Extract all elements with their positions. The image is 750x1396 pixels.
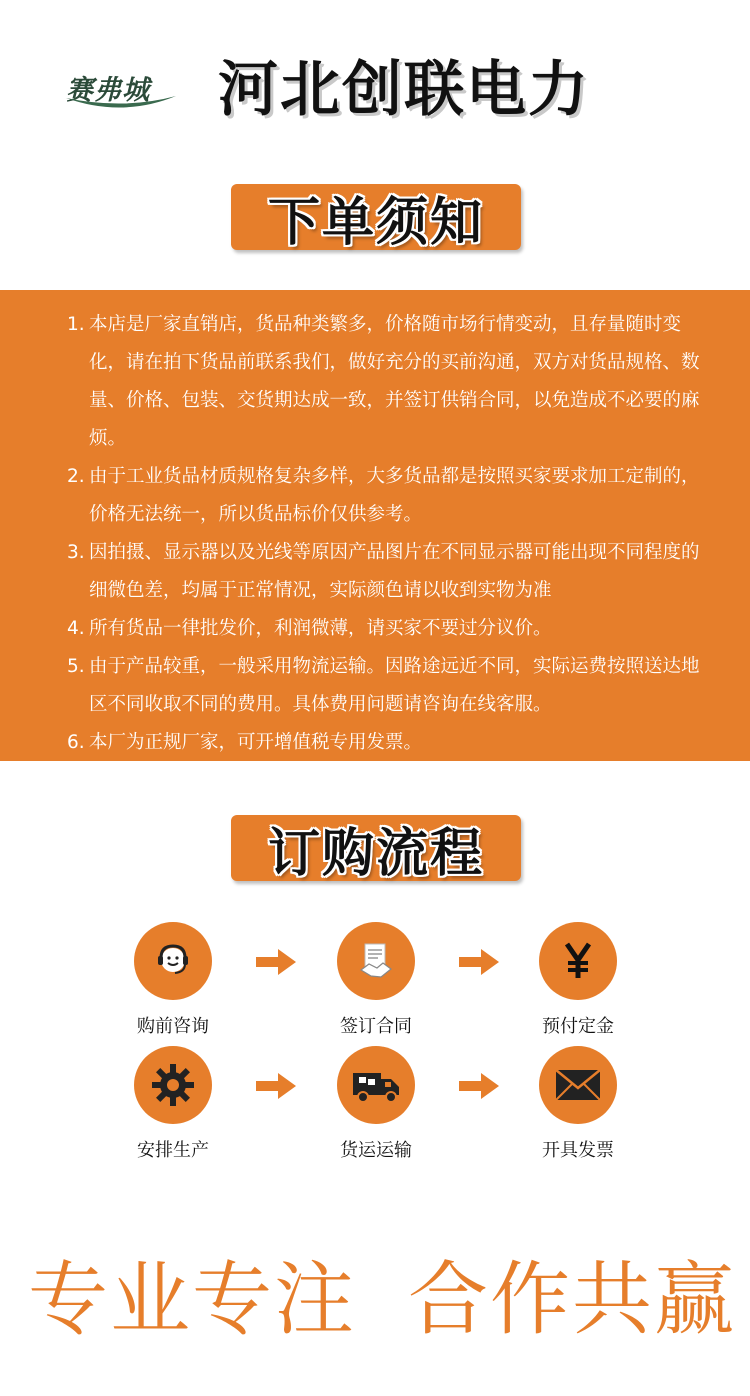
notice-item: 4. 所有货品一律批发价，利润微薄，请买家不要过分议价。 (67, 618, 552, 639)
brand-logo: 赛弗城 (66, 75, 150, 106)
process-step (316, 922, 436, 1038)
step-label: 签订合同 (340, 1016, 412, 1037)
envelope-icon (539, 1046, 617, 1124)
process-title-badge (231, 815, 521, 884)
notice-title-badge (231, 184, 521, 253)
process-step (518, 922, 638, 1038)
process-step (518, 1046, 638, 1162)
arrow-right-icon (256, 1073, 296, 1099)
customer-service-icon (134, 922, 212, 1000)
notice-list (67, 306, 707, 762)
notice-title: 下单须知 (267, 192, 484, 253)
arrow-right-icon (459, 949, 499, 975)
step-label: 购前咨询 (137, 1016, 209, 1037)
step-label: 预付定金 (542, 1016, 614, 1037)
process-step (316, 1046, 436, 1162)
process-step (113, 922, 233, 1038)
delivery-truck-icon (337, 1046, 415, 1124)
step-label: 货运运输 (340, 1140, 412, 1161)
slogan-left: 专业专注 (28, 1253, 356, 1346)
step-label: 开具发票 (542, 1140, 614, 1161)
notice-item: 1. 本店是厂家直销店，货品种类繁多，价格随市场行情变动，且存量随时变化，请在拍下货品前联系我们，做好充分的买前沟通，双方对货品规格、数量、价格、包装、交货期达成一致，并签订供销合同，以免造成不必要的麻烦。 (67, 314, 700, 449)
notice-item: 3. 因拍摄、显示器以及光线等原因产品图片在不同显示器可能出现不同程度的细微色差，均属于正常情况，实际颜色请以收到实物为准 (67, 542, 700, 601)
company-name: 河北创联电力 (218, 55, 590, 125)
notice-item: 2. 由于工业货品材质规格复杂多样，大多货品都是按照买家要求加工定制的，价格无法统一，所以货品标价仅供参考。 (67, 466, 700, 525)
gear-icon (134, 1046, 212, 1124)
process-step (113, 1046, 233, 1162)
arrow-right-icon (256, 949, 296, 975)
notice-panel (0, 290, 750, 761)
logo-swoosh-icon (62, 92, 180, 118)
arrow-right-icon (459, 1073, 499, 1099)
notice-item: 6. 本厂为正规厂家，可开增值税专用发票。 (67, 732, 423, 753)
step-label: 安排生产 (137, 1140, 209, 1161)
yen-icon (539, 922, 617, 1000)
notice-item: 5. 由于产品较重，一般采用物流运输。因路途远近不同，实际运费按照送达地区不同收取不同的费用。具体费用问题请咨询在线客服。 (67, 656, 700, 715)
process-title: 订购流程 (267, 823, 484, 884)
contract-handshake-icon (337, 922, 415, 1000)
slogan-right: 合作共赢 (408, 1253, 736, 1346)
